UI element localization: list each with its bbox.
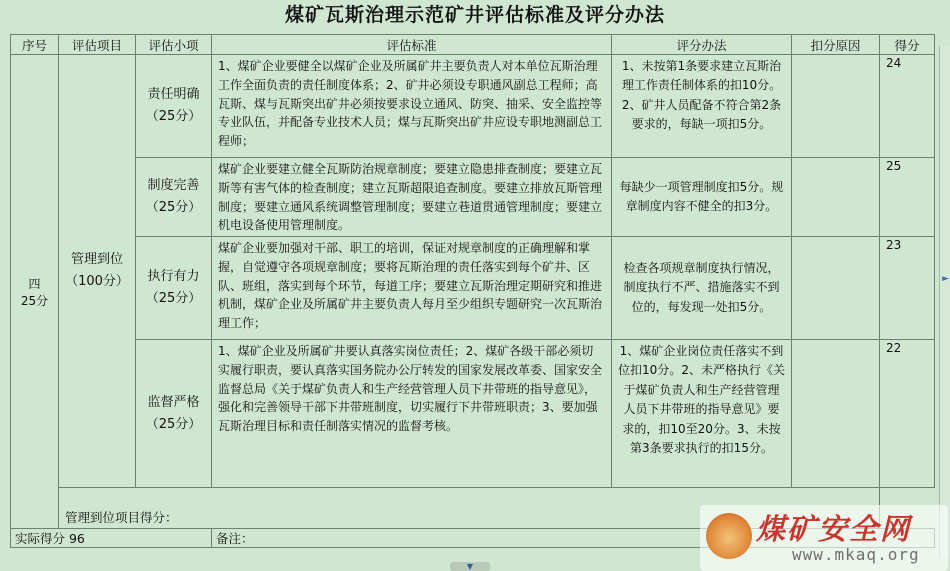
header-method: 评分办法 — [612, 35, 792, 55]
subitem-points: （25分） — [145, 109, 202, 124]
remarks-label: 备注： — [212, 529, 935, 548]
page-title: 煤矿瓦斯治理示范矿井评估标准及评分办法 — [284, 4, 665, 26]
subitem-cell — [136, 340, 212, 488]
header-row — [11, 35, 935, 55]
standard-cell: 1、煤矿企业要健全以煤矿企业及所属矿井主要负责人对本单位瓦斯治理工作全面负责的责任制度体系；2、矿井必须设专职通风副总工程师；高瓦斯、煤与瓦斯突出矿井必须按要求设立通风、防突、抽采、安全监控等专业队伍，并配备专业技术人员；煤与瓦斯突出矿井应设专职地测副总工程师； — [212, 55, 612, 158]
score-cell[interactable]: 23 — [880, 237, 935, 340]
logo-name: 煤矿安全网 — [756, 512, 912, 546]
site-logo — [700, 505, 948, 571]
header-deduct-reason: 扣分原因 — [792, 35, 880, 55]
subitem-cell — [136, 158, 212, 237]
method-cell: 每缺少一项管理制度扣5分。规章制度内容不健全的扣3分。 — [612, 158, 792, 237]
header-standard: 评估标准 — [212, 35, 612, 55]
standard-cell: 煤矿企业要加强对干部、职工的培训，保证对规章制度的正确理解和掌握，自觉遵守各项规章制度；要将瓦斯治理的责任落实到每个矿井、区队、班组，落实到每个环节，每道工序；要建立瓦斯治理定期研究和推进机制，煤矿企业及所属矿井主要负责人每月至少组织专题研究一次瓦斯治理工作； — [212, 237, 612, 340]
project-points: （100分） — [65, 274, 129, 289]
table-row — [11, 237, 935, 340]
score-cell[interactable]: 22 — [880, 340, 935, 488]
subitem-points: （25分） — [145, 291, 202, 306]
subitem-cell — [136, 237, 212, 340]
score-cell[interactable]: 25 — [880, 158, 935, 237]
side-scroll-panel[interactable] — [939, 46, 950, 558]
project-total-label: 管理到位项目得分： — [59, 488, 880, 529]
header-project: 评估项目 — [59, 35, 136, 55]
table-row — [11, 340, 935, 488]
score-cell[interactable]: 24 — [880, 55, 935, 158]
chevron-down-icon: ▼ — [466, 562, 474, 571]
method-cell: 1、煤矿企业岗位责任落实不到位扣10分。2、未严格执行《关于煤矿负责人和生产经营管理人员下井带班的指导意见》要求的，扣10至20分。3、未按第3条要求执行的扣15分。 — [612, 340, 792, 488]
table-row — [11, 158, 935, 237]
method-cell: 检查各项规章制度执行情况，制度执行不严、措施落实不到位的，每发现一处扣5分。 — [612, 237, 792, 340]
mountain-logo-icon — [706, 513, 752, 559]
subitem-name: 制度完善 — [147, 178, 200, 193]
project-cell — [59, 55, 136, 488]
serial-cell — [11, 55, 59, 529]
evaluation-table — [10, 34, 935, 548]
header-serial: 序号 — [11, 35, 59, 55]
logo-url: www.mkaq.org — [792, 545, 920, 564]
subitem-points: （25分） — [145, 416, 202, 432]
header-subitem: 评估小项 — [136, 35, 212, 55]
subitem-name: 监督严格 — [147, 394, 200, 410]
serial-score: 25分 — [20, 293, 49, 308]
deduct-reason-cell[interactable] — [792, 55, 880, 158]
subitem-cell — [136, 55, 212, 158]
project-name: 管理到位 — [70, 252, 123, 267]
actual-score: 实际得分 96 — [11, 529, 212, 548]
expand-arrow-icon[interactable]: ► — [942, 274, 949, 284]
deduct-reason-cell[interactable] — [792, 237, 880, 340]
standard-cell: 煤矿企业要建立健全瓦斯防治规章制度；要建立隐患排查制度；要建立瓦斯等有害气体的检查制度；建立瓦斯超限追查制度。要建立排放瓦斯管理制度；要建立通风系统调整管理制度；要建立巷道贯通管理制度；要建立机电设备使用管理制度。 — [212, 158, 612, 237]
deduct-reason-cell[interactable] — [792, 158, 880, 237]
standard-cell: 1、煤矿企业及所属矿井要认真落实岗位责任；2、煤矿各级干部必须切实履行职责，要认真落实国务院办公厅转发的国家发展改革委、国家安全监督总局《关于煤矿负责人和生产经营管理人员下井带班的指导意见》，强化和完善领导干部下井带班制度，切实履行下井带班职责；3、要加强瓦斯治理目标和责任制落实情况的监督考核。 — [212, 340, 612, 488]
serial-number: 四 — [28, 276, 41, 291]
subitem-name: 执行有力 — [147, 269, 200, 284]
subitem-name: 责任明确 — [147, 87, 200, 102]
header-score: 得分 — [880, 35, 935, 55]
horizontal-scroll-handle[interactable] — [450, 562, 490, 571]
method-cell: 1、未按第1条要求建立瓦斯治理工作责任制体系的扣10分。2、矿井人员配备不符合第2条要求的，每缺一项扣5分。 — [612, 55, 792, 158]
subitem-points: （25分） — [145, 200, 202, 215]
deduct-reason-cell[interactable] — [792, 340, 880, 488]
table-row — [11, 55, 935, 158]
